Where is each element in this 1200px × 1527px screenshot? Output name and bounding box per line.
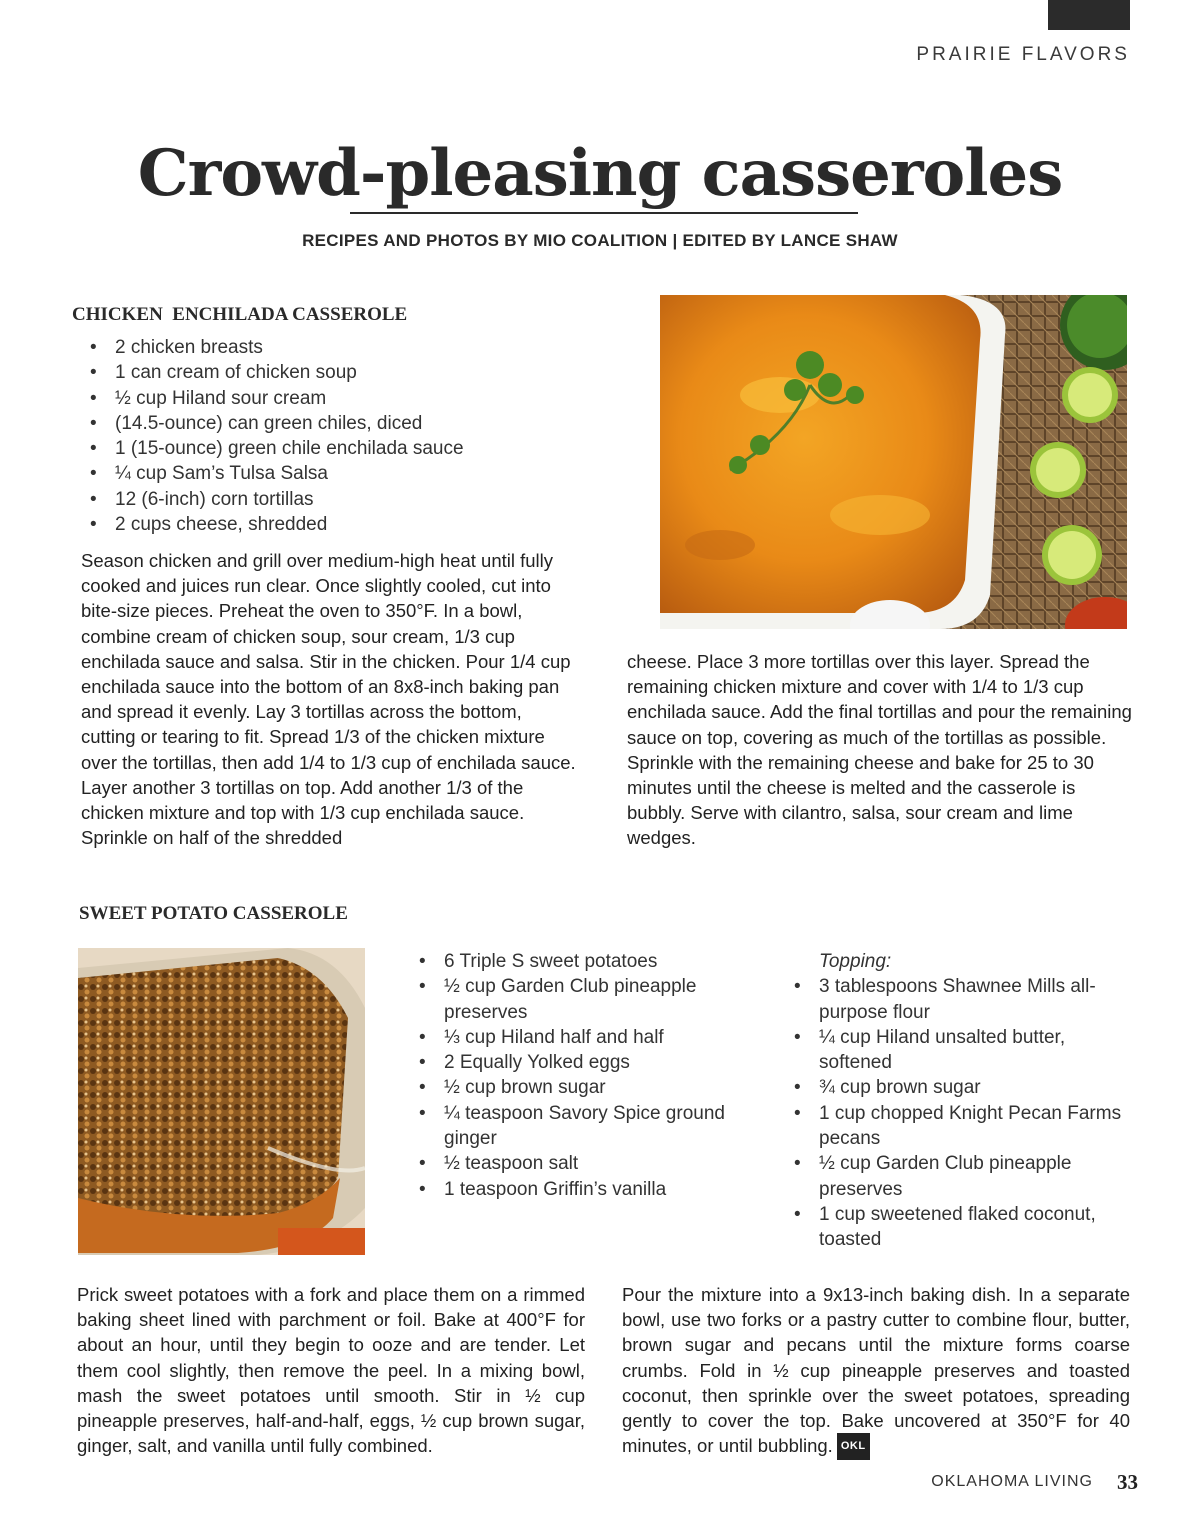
topping-item: • 3 tablespoons Shawnee Mills all-purpose flour bbox=[792, 974, 1122, 1025]
title-underline bbox=[350, 212, 858, 214]
page-number: 33 bbox=[1117, 1470, 1138, 1494]
ingredient-item: • 6 Triple S sweet potatoes bbox=[417, 949, 757, 974]
recipe-title-sweet-potato: SWEET POTATO CASSEROLE bbox=[79, 903, 348, 924]
ingredient-item: • 1 (15-ounce) green chile enchilada sauce bbox=[88, 436, 608, 461]
okl-end-mark: OKL bbox=[837, 1433, 870, 1460]
ingredient-item: • ¼ teaspoon Savory Spice ground ginger bbox=[417, 1101, 757, 1152]
topping-item: • ½ cup Garden Club pineapple preserves bbox=[792, 1151, 1122, 1202]
topping-item: • 1 cup chopped Knight Pecan Farms pecans bbox=[792, 1101, 1122, 1152]
directions-chicken-col2: cheese. Place 3 more tortillas over this layer. Spread the remaining chicken mixture and cover with 1/4 to 1/3 cup enchilada sauce. Add the final tortillas and pour the remaining sauce on top, covering as much of the tortillas as possible. Sprinkle with the remaining cheese and bake for 25 to 30 minutes until the cheese is melted and the casserole is bubbly. Serve with cilantro, salsa, sour cream and lime wedges. bbox=[627, 651, 1132, 849]
ingredient-item: • ½ cup Hiland sour cream bbox=[88, 386, 608, 411]
corner-tab bbox=[1048, 0, 1130, 30]
directions-sweet-potato-col2-text: Pour the mixture into a 9x13-inch baking dish. In a separate bowl, use two forks or a pastry cutter to combine flour, butter, brown sugar and pecans until the mixture forms coarse crumbs. Fold in ½ cup pineapple preserves and toasted coconut, then sprinkle over the sweet potatoes, spreading gently to cover the top. Bake uncovered at 350°F for 40 minutes, or until bubbling. bbox=[622, 1284, 1130, 1457]
ingredient-item: • 2 cups cheese, shredded bbox=[88, 512, 608, 537]
topping-list bbox=[792, 974, 1122, 1252]
topping-label: Topping: bbox=[819, 951, 892, 972]
section-label: PRAIRIE FLAVORS bbox=[916, 44, 1130, 65]
ingredient-item: • ½ cup Garden Club pineapple preserves bbox=[417, 974, 757, 1025]
ingredient-item: • 2 chicken breasts bbox=[88, 335, 608, 360]
topping-item: • 1 cup sweetened flaked coconut, toasted bbox=[792, 1202, 1122, 1253]
ingredient-list-sweet-potato bbox=[417, 949, 757, 1202]
sweet-potato-casserole-photo bbox=[78, 948, 365, 1255]
directions-sweet-potato-col2 bbox=[622, 1282, 1130, 1460]
ingredient-item: • (14.5-ounce) can green chiles, diced bbox=[88, 411, 608, 436]
ingredient-item: • 1 can cream of chicken soup bbox=[88, 360, 608, 385]
directions-sweet-potato-col1: Prick sweet potatoes with a fork and place them on a rimmed baking sheet lined with parchment or foil. Bake at 400°F for about an hour, until they begin to ooze and are tender. Let them cool slightly, then remove the peel. In a mixing bowl, mash the sweet potatoes until smooth. Stir in ½ cup pineapple preserves, half-and-half, eggs, ½ cup brown sugar, ginger, salt, and vanilla until fully combined. bbox=[77, 1284, 585, 1457]
footer-magazine-name: OKLAHOMA LIVING bbox=[931, 1473, 1093, 1490]
ingredient-item: • ½ teaspoon salt bbox=[417, 1151, 757, 1176]
page-title: Crowd-pleasing casseroles bbox=[137, 136, 1063, 211]
directions-chicken-col1: Season chicken and grill over medium-high heat until fully cooked and juices run clear. Once slightly cooled, cut into bite-size pieces. Preheat the oven to 350°F. In a bowl, combine cream of chicken soup, sour cream, 1/3 cup enchilada sauce and salsa. Stir in the chicken. Pour 1/4 cup enchilada sauce into the bottom of an 8x8-inch baking pan and spread it evenly. Lay 3 tortillas across the bottom, cutting or tearing to fit. Spread 1/3 of the chicken mixture over the tortillas, then add 1/4 to 1/3 cup of enchilada sauce. Layer another 3 tortillas on top. Add another 1/3 of the chicken mixture and top with 1/3 cup enchilada sauce. Sprinkle on half of the shredded bbox=[81, 550, 576, 849]
topping-item: • ¾ cup brown sugar bbox=[792, 1075, 1122, 1100]
enchilada-casserole-photo bbox=[660, 295, 1127, 629]
recipe-title-chicken: CHICKEN ENCHILADA CASSEROLE bbox=[72, 304, 408, 325]
ingredient-item: • ½ cup brown sugar bbox=[417, 1075, 757, 1100]
byline: RECIPES AND PHOTOS BY MIO COALITION | EDITED BY LANCE SHAW bbox=[302, 231, 898, 250]
ingredient-item: • 12 (6-inch) corn tortillas bbox=[88, 487, 608, 512]
ingredient-item: • ⅓ cup Hiland half and half bbox=[417, 1025, 757, 1050]
topping-block bbox=[792, 949, 1122, 1253]
ingredient-item: • 1 teaspoon Griffin’s vanilla bbox=[417, 1177, 757, 1202]
topping-item: • ¼ cup Hiland unsalted butter, softened bbox=[792, 1025, 1122, 1076]
ingredient-list-chicken bbox=[88, 335, 608, 537]
ingredient-item: • 2 Equally Yolked eggs bbox=[417, 1050, 757, 1075]
ingredient-item: • ¼ cup Sam’s Tulsa Salsa bbox=[88, 461, 608, 486]
